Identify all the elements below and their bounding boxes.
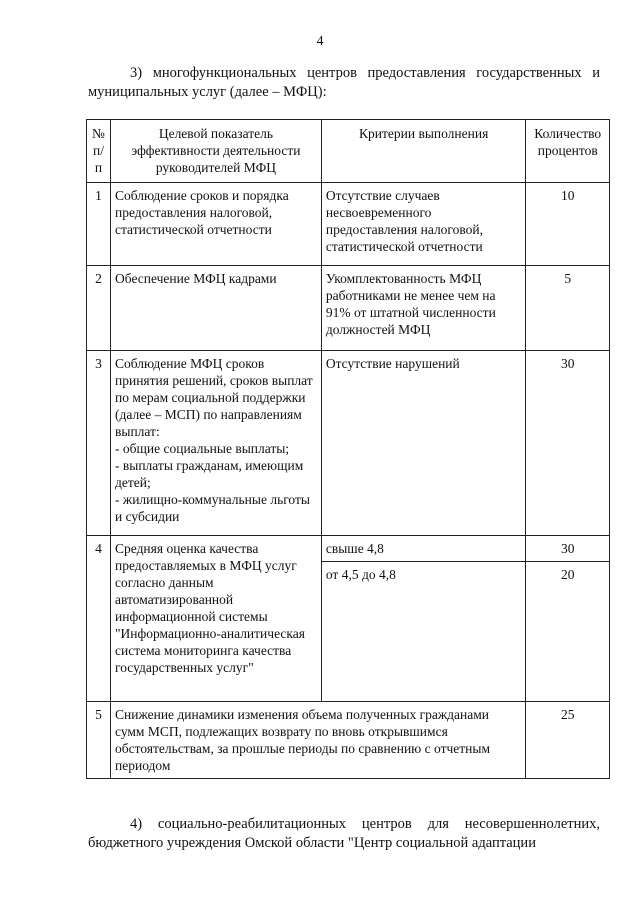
row-percent: 5 (526, 266, 610, 351)
row-indicator (111, 351, 322, 536)
indicator-line: - выплаты гражданам, имеющим детей; (115, 458, 304, 490)
row-criteria: Отсутствие нарушений (321, 351, 526, 536)
row-indicator: Средняя оценка качества предоставляемых в МФЦ услуг согласно данным автоматизированной информационной системы "Информационно-аналитическая система мониторинга качества государственных услуг" (111, 536, 322, 702)
criteria-table (86, 119, 610, 779)
table-row (87, 702, 610, 779)
outro-paragraph: 4) социально-реабилитационных центров для несовершеннолетних, бюджетного учреждения Омской области "Центр социальной адаптации (88, 816, 600, 851)
table-row (87, 536, 610, 562)
page-number: 4 (316, 34, 324, 49)
table-row (87, 351, 610, 536)
row-num: 2 (87, 266, 111, 351)
table-row (87, 183, 610, 266)
header-criteria: Критерии выполнения (321, 120, 526, 183)
row-percent: 10 (526, 183, 610, 266)
row-indicator: Обеспечение МФЦ кадрами (111, 266, 322, 351)
table-header-row (87, 120, 610, 183)
row-num: 4 (87, 536, 111, 702)
indicator-line: - жилищно-коммунальные льготы и субсидии (115, 492, 310, 524)
row-criteria: Отсутствие случаев несвоевременного предоставления налоговой, статистической отчетности (321, 183, 526, 266)
header-percent: Количество процентов (526, 120, 610, 183)
indicator-line: Соблюдение МФЦ сроков принятия решений, сроков выплат по мерам социальной поддержки (далее – МСП) по направлениям выплат: (115, 356, 313, 439)
row-criteria: свыше 4,8 (321, 536, 526, 562)
row-criteria: Укомплектованность МФЦ работниками не менее чем на 91% от штатной численности должностей МФЦ (321, 266, 526, 351)
row-num: 3 (87, 351, 111, 536)
row-num: 1 (87, 183, 111, 266)
row-indicator: Соблюдение сроков и порядка предоставления налоговой, статистической отчетности (111, 183, 322, 266)
row-percent: 25 (526, 702, 610, 779)
header-indicator: Целевой показатель эффективности деятельности руководителей МФЦ (111, 120, 322, 183)
intro-paragraph: 3) многофункциональных центров предоставления государственных и муниципальных услуг (далее – МФЦ): (88, 65, 600, 100)
row-num: 5 (87, 702, 111, 779)
row-indicator: Снижение динамики изменения объема полученных гражданами сумм МСП, подлежащих возврату по вновь открывшимся обстоятельствам, за прошлые периоды по сравнению с отчетным периодом (111, 702, 526, 779)
indicator-line: - общие социальные выплаты; (115, 441, 290, 456)
header-num: № п/п (87, 120, 111, 183)
row-percent: 30 (526, 536, 610, 562)
row-percent: 30 (526, 351, 610, 536)
row-criteria: от 4,5 до 4,8 (321, 562, 526, 702)
row-percent: 20 (526, 562, 610, 702)
table-row (87, 266, 610, 351)
